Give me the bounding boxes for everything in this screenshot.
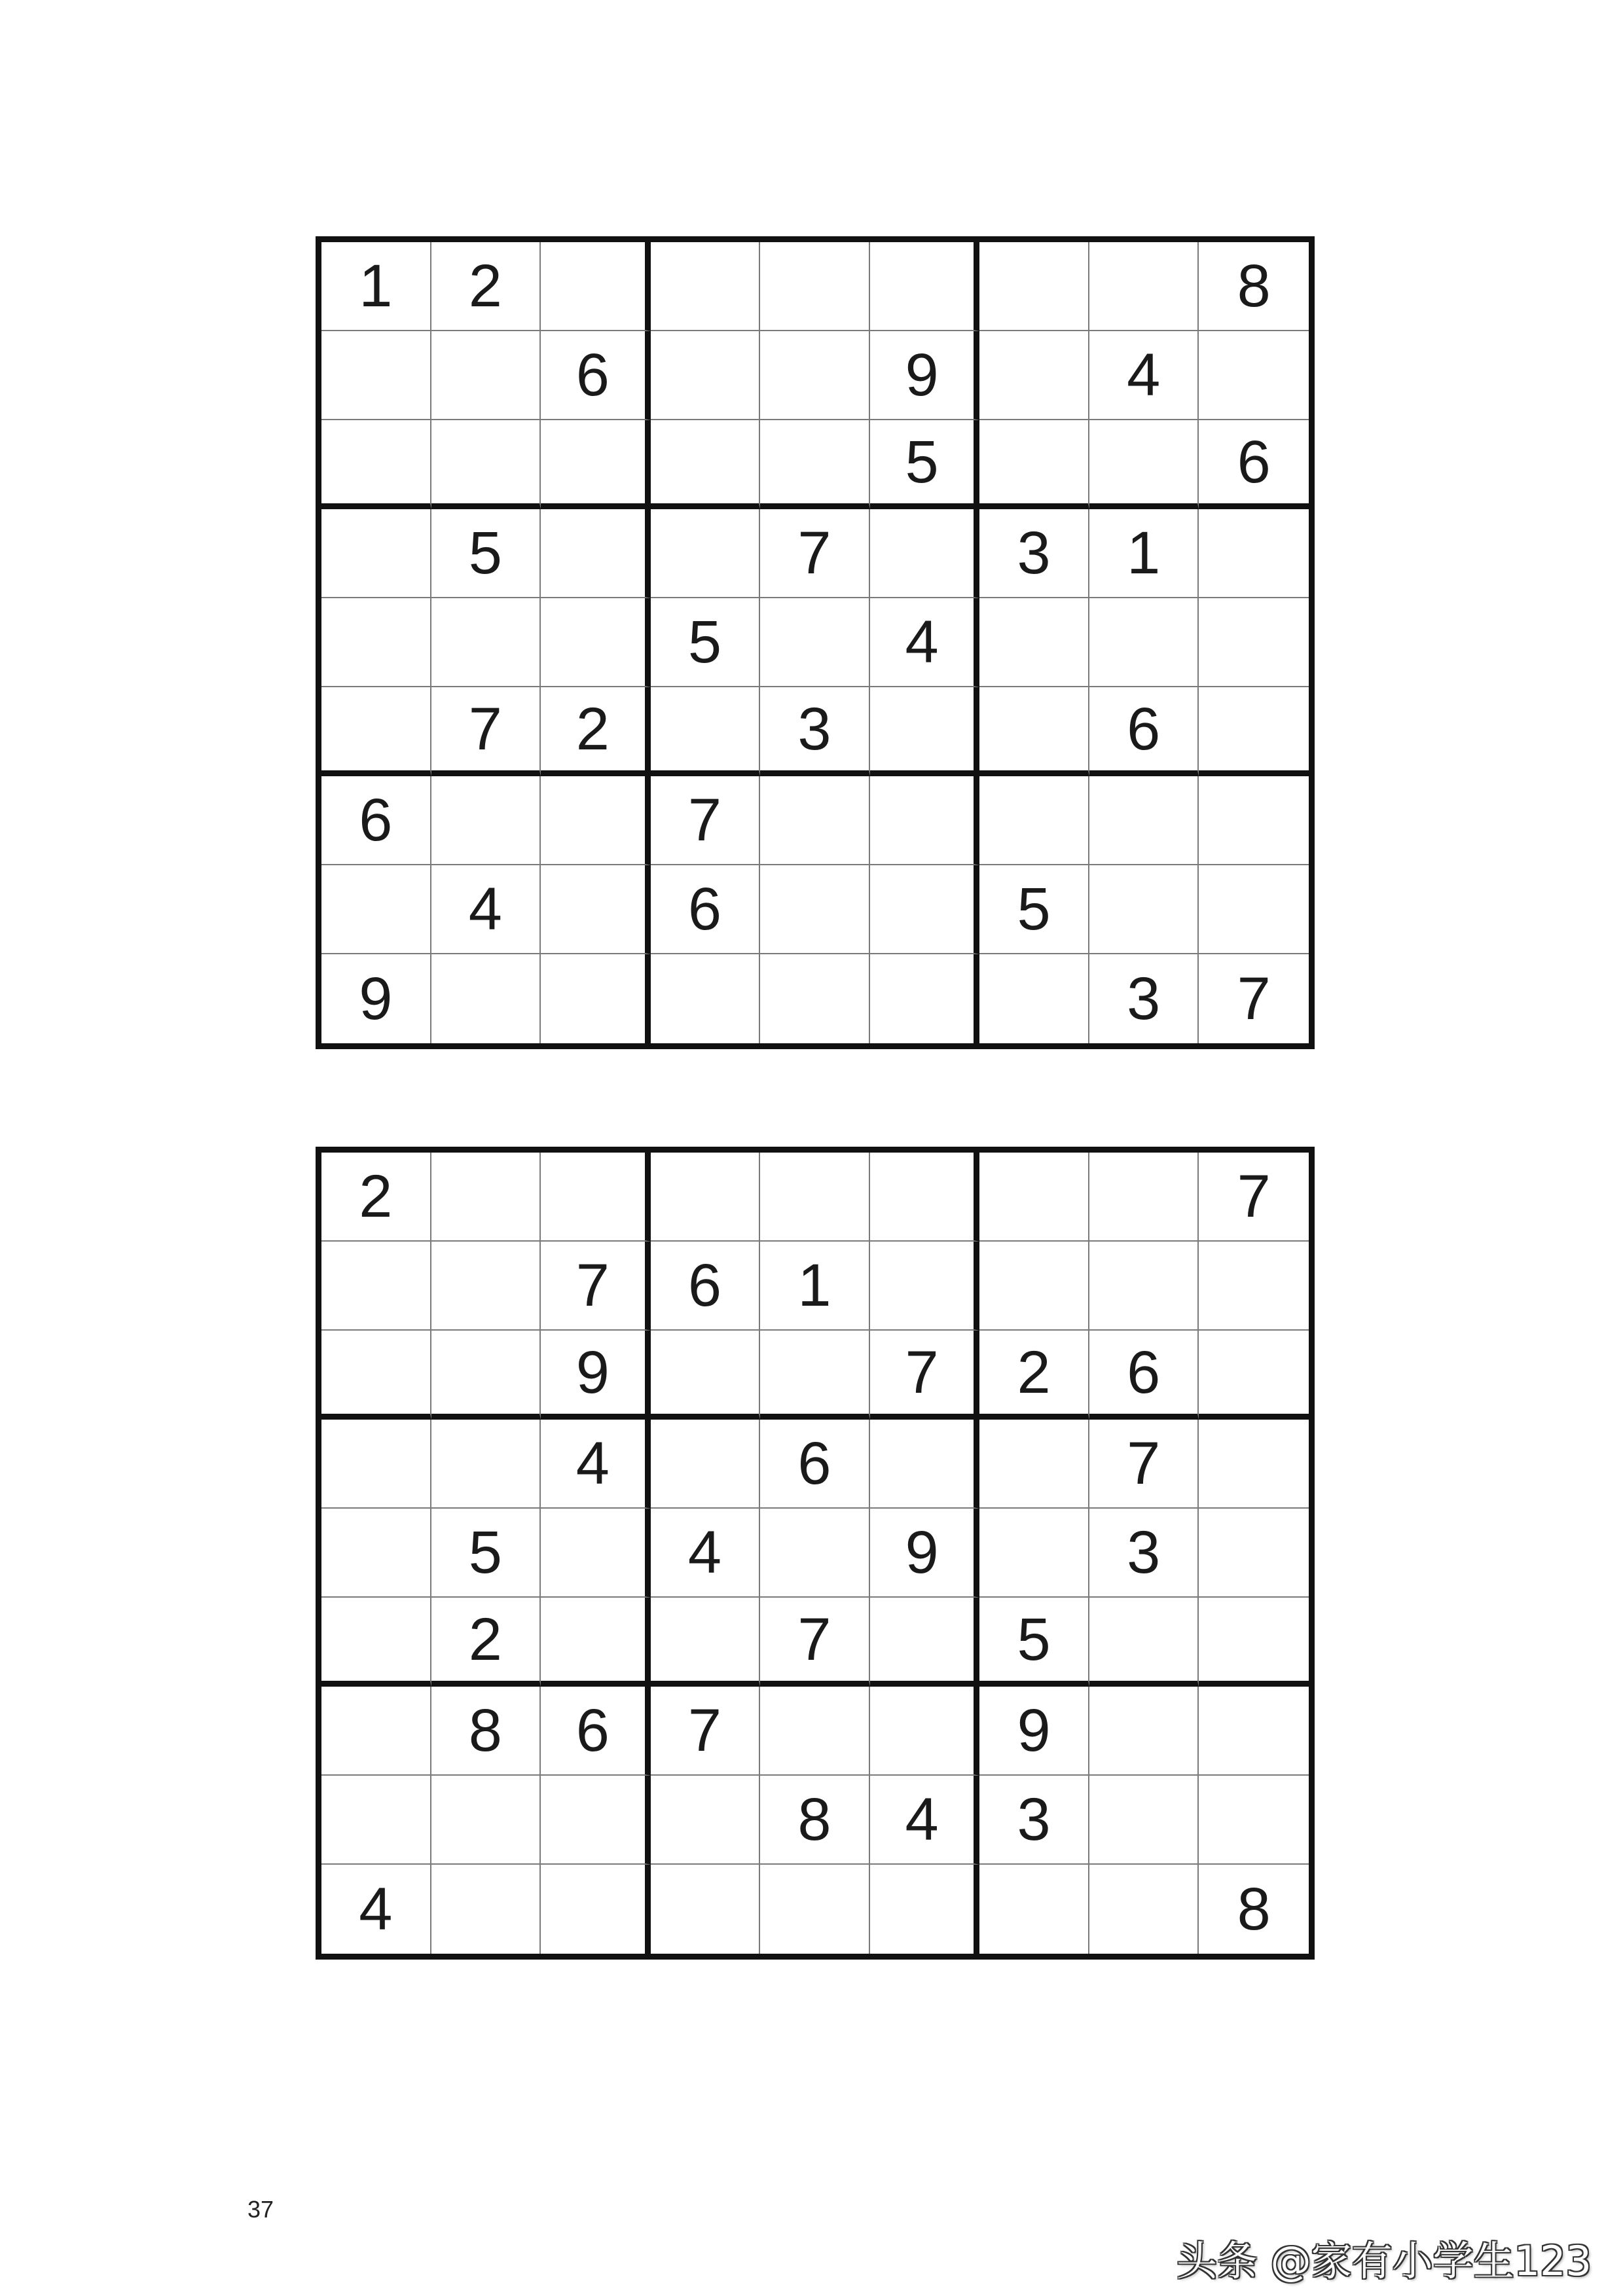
sudoku-cell[interactable] — [1199, 1509, 1309, 1598]
sudoku-cell[interactable]: 4 — [651, 1509, 761, 1598]
sudoku-cell[interactable] — [1199, 865, 1309, 954]
sudoku-cell[interactable]: 3 — [760, 687, 870, 776]
sudoku-cell[interactable] — [541, 1153, 651, 1242]
sudoku-cell[interactable] — [541, 865, 651, 954]
sudoku-cell[interactable] — [541, 1509, 651, 1598]
sudoku-cell[interactable] — [651, 1331, 761, 1420]
sudoku-cell[interactable]: 7 — [651, 1687, 761, 1776]
sudoku-cell[interactable] — [870, 242, 980, 331]
sudoku-cell[interactable] — [541, 1865, 651, 1954]
sudoku-cell[interactable] — [321, 1687, 431, 1776]
sudoku-cell[interactable]: 5 — [979, 865, 1089, 954]
sudoku-cell[interactable] — [870, 687, 980, 776]
sudoku-cell[interactable] — [1089, 1776, 1199, 1865]
sudoku-cell[interactable] — [1199, 776, 1309, 865]
sudoku-cell[interactable] — [651, 1420, 761, 1509]
sudoku-cell[interactable] — [1089, 1242, 1199, 1331]
sudoku-cell[interactable] — [979, 1865, 1089, 1954]
sudoku-cell[interactable] — [321, 687, 431, 776]
sudoku-cell[interactable]: 6 — [541, 1687, 651, 1776]
sudoku-cell[interactable] — [1089, 865, 1199, 954]
sudoku-cell[interactable] — [979, 1153, 1089, 1242]
sudoku-cell[interactable] — [870, 776, 980, 865]
sudoku-cell[interactable]: 3 — [1089, 1509, 1199, 1598]
sudoku-cell[interactable] — [431, 1153, 541, 1242]
sudoku-cell[interactable] — [1199, 331, 1309, 420]
sudoku-cell[interactable] — [321, 420, 431, 509]
sudoku-cell[interactable]: 9 — [321, 954, 431, 1043]
sudoku-cell[interactable] — [321, 331, 431, 420]
sudoku-cell[interactable] — [651, 331, 761, 420]
sudoku-cell[interactable] — [870, 1242, 980, 1331]
sudoku-cell[interactable]: 5 — [651, 598, 761, 687]
sudoku-cell[interactable]: 6 — [1089, 1331, 1199, 1420]
sudoku-cell[interactable] — [1089, 598, 1199, 687]
sudoku-cell[interactable]: 7 — [651, 776, 761, 865]
sudoku-cell[interactable]: 6 — [1089, 687, 1199, 776]
sudoku-cell[interactable]: 5 — [979, 1598, 1089, 1687]
sudoku-cell[interactable] — [1089, 776, 1199, 865]
sudoku-cell[interactable] — [321, 1420, 431, 1509]
sudoku-cell[interactable] — [760, 865, 870, 954]
sudoku-cell[interactable]: 7 — [1089, 1420, 1199, 1509]
sudoku-cell[interactable]: 9 — [870, 331, 980, 420]
sudoku-cell[interactable] — [760, 1331, 870, 1420]
sudoku-cell[interactable] — [979, 776, 1089, 865]
sudoku-cell[interactable]: 6 — [651, 1242, 761, 1331]
sudoku-cell[interactable] — [760, 331, 870, 420]
sudoku-cell[interactable]: 5 — [870, 420, 980, 509]
sudoku-cell[interactable] — [979, 331, 1089, 420]
sudoku-cell[interactable] — [541, 598, 651, 687]
sudoku-cell[interactable] — [431, 1242, 541, 1331]
sudoku-cell[interactable]: 6 — [651, 865, 761, 954]
sudoku-cell[interactable]: 6 — [541, 331, 651, 420]
sudoku-cell[interactable]: 4 — [321, 1865, 431, 1954]
sudoku-cell[interactable] — [760, 954, 870, 1043]
sudoku-cell[interactable]: 3 — [979, 509, 1089, 598]
sudoku-cell[interactable] — [979, 1242, 1089, 1331]
sudoku-cell[interactable]: 6 — [1199, 420, 1309, 509]
sudoku-cell[interactable]: 7 — [431, 687, 541, 776]
sudoku-cell[interactable] — [321, 1509, 431, 1598]
sudoku-cell[interactable]: 7 — [1237, 965, 1271, 1032]
sudoku-cell[interactable]: 8 — [1237, 1876, 1271, 1943]
sudoku-cell[interactable]: 9 — [870, 1509, 980, 1598]
sudoku-cell[interactable] — [541, 954, 651, 1043]
sudoku-cell[interactable]: 7 — [760, 1598, 870, 1687]
sudoku-cell[interactable] — [651, 420, 761, 509]
sudoku-cell[interactable]: 4 — [541, 1420, 651, 1509]
sudoku-cell[interactable] — [979, 687, 1089, 776]
sudoku-cell[interactable] — [321, 865, 431, 954]
sudoku-cell[interactable]: 8 — [1199, 242, 1309, 331]
sudoku-cell[interactable]: 2 — [431, 242, 541, 331]
sudoku-cell[interactable]: 5 — [431, 509, 541, 598]
sudoku-cell[interactable] — [1089, 1153, 1199, 1242]
sudoku-cell[interactable] — [321, 1598, 431, 1687]
sudoku-cell[interactable] — [321, 1242, 431, 1331]
sudoku-cell[interactable] — [541, 776, 651, 865]
sudoku-cell[interactable] — [870, 1153, 980, 1242]
sudoku-cell[interactable] — [1199, 687, 1309, 776]
sudoku-cell[interactable] — [870, 1687, 980, 1776]
sudoku-cell[interactable] — [1199, 598, 1309, 687]
sudoku-cell[interactable]: 9 — [541, 1331, 651, 1420]
sudoku-cell[interactable]: 1 — [1089, 509, 1199, 598]
sudoku-cell[interactable] — [760, 1865, 870, 1954]
sudoku-cell[interactable] — [431, 776, 541, 865]
sudoku-cell[interactable]: 4 — [870, 1776, 980, 1865]
sudoku-cell[interactable] — [431, 954, 541, 1043]
sudoku-cell[interactable]: 5 — [431, 1509, 541, 1598]
sudoku-cell[interactable] — [541, 1776, 651, 1865]
sudoku-cell[interactable] — [321, 598, 431, 687]
sudoku-cell[interactable] — [431, 420, 541, 509]
sudoku-cell[interactable] — [321, 1331, 431, 1420]
sudoku-cell[interactable] — [1199, 1598, 1309, 1687]
sudoku-cell[interactable] — [979, 598, 1089, 687]
sudoku-cell[interactable] — [541, 420, 651, 509]
sudoku-cell[interactable]: 6 — [760, 1420, 870, 1509]
sudoku-cell[interactable] — [979, 242, 1089, 331]
sudoku-cell[interactable]: 3 — [979, 1776, 1089, 1865]
sudoku-cell[interactable]: 2 — [431, 1598, 541, 1687]
sudoku-cell[interactable]: 8 — [760, 1776, 870, 1865]
sudoku-cell[interactable]: 7 — [760, 509, 870, 598]
sudoku-cell[interactable] — [541, 509, 651, 598]
sudoku-cell[interactable] — [541, 1598, 651, 1687]
sudoku-cell[interactable]: 7 — [870, 1331, 980, 1420]
sudoku-puzzle-2 — [316, 1147, 1315, 1960]
sudoku-puzzle-1 — [316, 236, 1315, 1049]
sudoku-cell[interactable] — [651, 954, 761, 1043]
sudoku-cell[interactable] — [651, 1776, 761, 1865]
sudoku-cell[interactable]: 4 — [431, 865, 541, 954]
sudoku-cell[interactable] — [760, 1509, 870, 1598]
sudoku-cell[interactable] — [760, 420, 870, 509]
watermark: 头条 @家有小学生123 — [1176, 2237, 1592, 2285]
sudoku-cell[interactable] — [760, 242, 870, 331]
sudoku-cell[interactable] — [1089, 420, 1199, 509]
sudoku-cell[interactable] — [870, 865, 980, 954]
sudoku-cell[interactable]: 3 — [1089, 954, 1199, 1043]
sudoku-cell[interactable] — [1199, 1776, 1309, 1865]
sudoku-cell[interactable] — [979, 420, 1089, 509]
sudoku-cell[interactable] — [651, 1153, 761, 1242]
sudoku-cell[interactable]: 4 — [870, 598, 980, 687]
sudoku-cell[interactable] — [1199, 1420, 1309, 1509]
sudoku-cell[interactable] — [1089, 1865, 1199, 1954]
sudoku-cell[interactable] — [431, 1776, 541, 1865]
sudoku-cell[interactable] — [760, 598, 870, 687]
sudoku-cell[interactable]: 7 — [1199, 1153, 1309, 1242]
sudoku-cell[interactable] — [321, 509, 431, 598]
sudoku-cell[interactable]: 7 — [541, 1242, 651, 1331]
sudoku-cell[interactable] — [651, 687, 761, 776]
sudoku-cell[interactable] — [1089, 1598, 1199, 1687]
sudoku-cell[interactable] — [760, 1153, 870, 1242]
sudoku-cell[interactable] — [651, 242, 761, 331]
sudoku-cell[interactable] — [1199, 1242, 1309, 1331]
sudoku-cell[interactable] — [760, 776, 870, 865]
sudoku-cell[interactable] — [321, 1776, 431, 1865]
sudoku-cell[interactable]: 1 — [321, 242, 431, 331]
sudoku-cell[interactable] — [760, 1687, 870, 1776]
sudoku-cell[interactable] — [431, 598, 541, 687]
sudoku-cell[interactable] — [1199, 1331, 1309, 1420]
sudoku-cell[interactable] — [1199, 509, 1309, 598]
sudoku-cell[interactable] — [1199, 1687, 1309, 1776]
sudoku-cell[interactable]: 6 — [321, 776, 431, 865]
sudoku-cell[interactable] — [870, 1598, 980, 1687]
sudoku-cell[interactable] — [870, 1420, 980, 1509]
sudoku-cell[interactable] — [979, 954, 1089, 1043]
sudoku-cell[interactable]: 1 — [760, 1242, 870, 1331]
sudoku-cell[interactable]: 2 — [541, 687, 651, 776]
sudoku-cell[interactable]: 9 — [979, 1687, 1089, 1776]
sudoku-cell[interactable] — [979, 1420, 1089, 1509]
sudoku-cell[interactable] — [1089, 242, 1199, 331]
sudoku-cell[interactable]: 2 — [979, 1331, 1089, 1420]
sudoku-cell[interactable]: 4 — [1089, 331, 1199, 420]
sudoku-cell[interactable] — [431, 1865, 541, 1954]
sudoku-cell[interactable] — [541, 242, 651, 331]
sudoku-cell[interactable] — [651, 509, 761, 598]
sudoku-cell[interactable] — [651, 1865, 761, 1954]
sudoku-cell[interactable] — [870, 954, 980, 1043]
sudoku-cell[interactable] — [431, 331, 541, 420]
sudoku-cell[interactable] — [651, 1598, 761, 1687]
sudoku-cell[interactable] — [1089, 1687, 1199, 1776]
sudoku-cell[interactable]: 8 — [431, 1687, 541, 1776]
sudoku-cell[interactable] — [431, 1420, 541, 1509]
sudoku-cell[interactable] — [870, 1865, 980, 1954]
sudoku-cell[interactable]: 2 — [321, 1153, 431, 1242]
sudoku-cell[interactable] — [870, 509, 980, 598]
sudoku-cell[interactable] — [979, 1509, 1089, 1598]
sudoku-cell[interactable] — [431, 1331, 541, 1420]
page-number: 37 — [247, 2196, 274, 2223]
